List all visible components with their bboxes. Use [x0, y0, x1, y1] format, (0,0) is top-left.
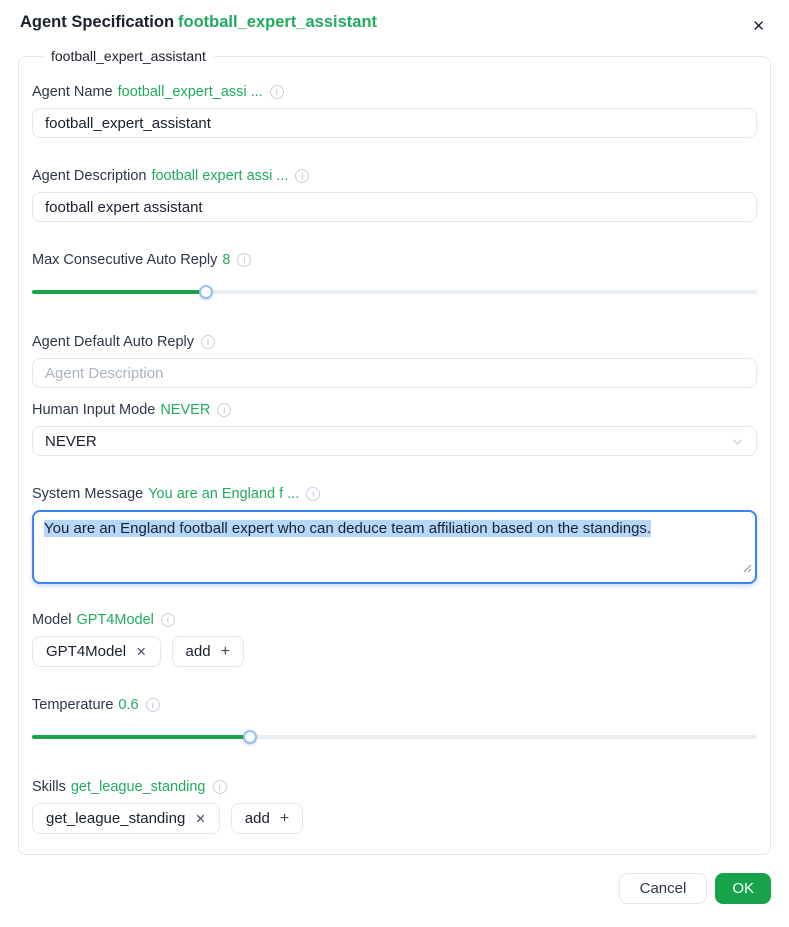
agent-description-row — [32, 168, 757, 222]
skill-tag-label: get_league_standing — [46, 810, 186, 827]
page-title — [20, 13, 377, 32]
info-icon: i — [161, 613, 175, 627]
model-label: Model — [32, 612, 72, 628]
modal-footer — [0, 855, 789, 904]
modal-header — [0, 0, 789, 46]
model-tag[interactable] — [32, 636, 161, 667]
plus-icon: + — [220, 642, 230, 660]
max-consecutive-auto-reply-row — [32, 252, 757, 300]
agent-name-hint: football_expert_assi ... — [117, 84, 263, 100]
agent-name-row — [32, 84, 757, 138]
close-icon[interactable]: ✕ — [748, 15, 769, 38]
agent-description-label: Agent Description — [32, 168, 147, 184]
slider-handle[interactable] — [243, 730, 257, 744]
info-icon: i — [270, 85, 284, 99]
human-input-mode-row — [32, 402, 757, 456]
slider-handle[interactable] — [199, 285, 213, 299]
temperature-slider[interactable] — [32, 729, 757, 745]
max-consecutive-auto-reply-label: Max Consecutive Auto Reply — [32, 252, 218, 268]
skills-label: Skills — [32, 779, 66, 795]
agent-default-auto-reply-input[interactable] — [32, 358, 757, 388]
add-skill-button[interactable] — [231, 803, 303, 834]
info-icon: i — [201, 335, 215, 349]
info-icon: i — [295, 169, 309, 183]
agent-description-hint: football expert assi ... — [151, 168, 289, 184]
max-consecutive-auto-reply-value: 8 — [222, 252, 231, 268]
model-tag-label: GPT4Model — [46, 643, 127, 660]
info-icon: i — [237, 253, 251, 267]
remove-tag-icon[interactable]: ✕ — [195, 812, 206, 826]
add-model-label: add — [185, 643, 211, 660]
system-message-hint: You are an England f ... — [148, 486, 300, 502]
agent-group-legend: football_expert_assistant — [51, 48, 206, 64]
human-input-mode-selected-value: NEVER — [45, 432, 97, 450]
agent-group-fieldset — [18, 48, 771, 855]
max-consecutive-auto-reply-slider[interactable] — [32, 284, 757, 300]
ok-button[interactable]: OK — [715, 873, 771, 904]
temperature-label: Temperature — [32, 697, 114, 713]
human-input-mode-hint: NEVER — [160, 402, 211, 418]
system-message-selected-text: You are an England football expert who can deduce team affiliation based on the standings. — [44, 520, 652, 537]
plus-icon: + — [279, 809, 290, 827]
chevron-down-icon — [731, 435, 744, 448]
remove-tag-icon[interactable]: ✕ — [136, 645, 147, 659]
cancel-button[interactable]: Cancel — [619, 873, 708, 904]
info-icon: i — [217, 403, 231, 417]
agent-description-input[interactable] — [32, 192, 757, 222]
skills-hint: get_league_standing — [70, 779, 206, 795]
info-icon: i — [146, 698, 160, 712]
add-skill-label: add — [244, 810, 270, 827]
modal-title-agent-name: football_expert_assistant — [178, 13, 378, 31]
modal-title-text: Agent Specification — [20, 13, 175, 31]
add-model-button[interactable] — [172, 636, 244, 667]
system-message-row — [32, 486, 757, 584]
info-icon: i — [306, 487, 320, 501]
skill-tag[interactable] — [32, 803, 220, 834]
temperature-row — [32, 697, 757, 745]
system-message-label: System Message — [32, 486, 144, 502]
model-row — [32, 612, 757, 667]
agent-name-input[interactable] — [32, 108, 757, 138]
slider-fill — [32, 735, 250, 739]
temperature-value: 0.6 — [118, 697, 139, 713]
system-message-textarea[interactable] — [32, 510, 757, 584]
model-hint: GPT4Model — [76, 612, 154, 628]
resize-handle-icon[interactable] — [743, 559, 752, 579]
info-icon: i — [213, 780, 227, 794]
skills-row — [32, 779, 757, 834]
agent-name-label: Agent Name — [32, 84, 113, 100]
agent-default-auto-reply-label: Agent Default Auto Reply — [32, 334, 195, 350]
human-input-mode-select[interactable] — [32, 426, 757, 456]
slider-fill — [32, 290, 206, 294]
human-input-mode-label: Human Input Mode — [32, 402, 156, 418]
agent-default-auto-reply-row — [32, 334, 757, 388]
